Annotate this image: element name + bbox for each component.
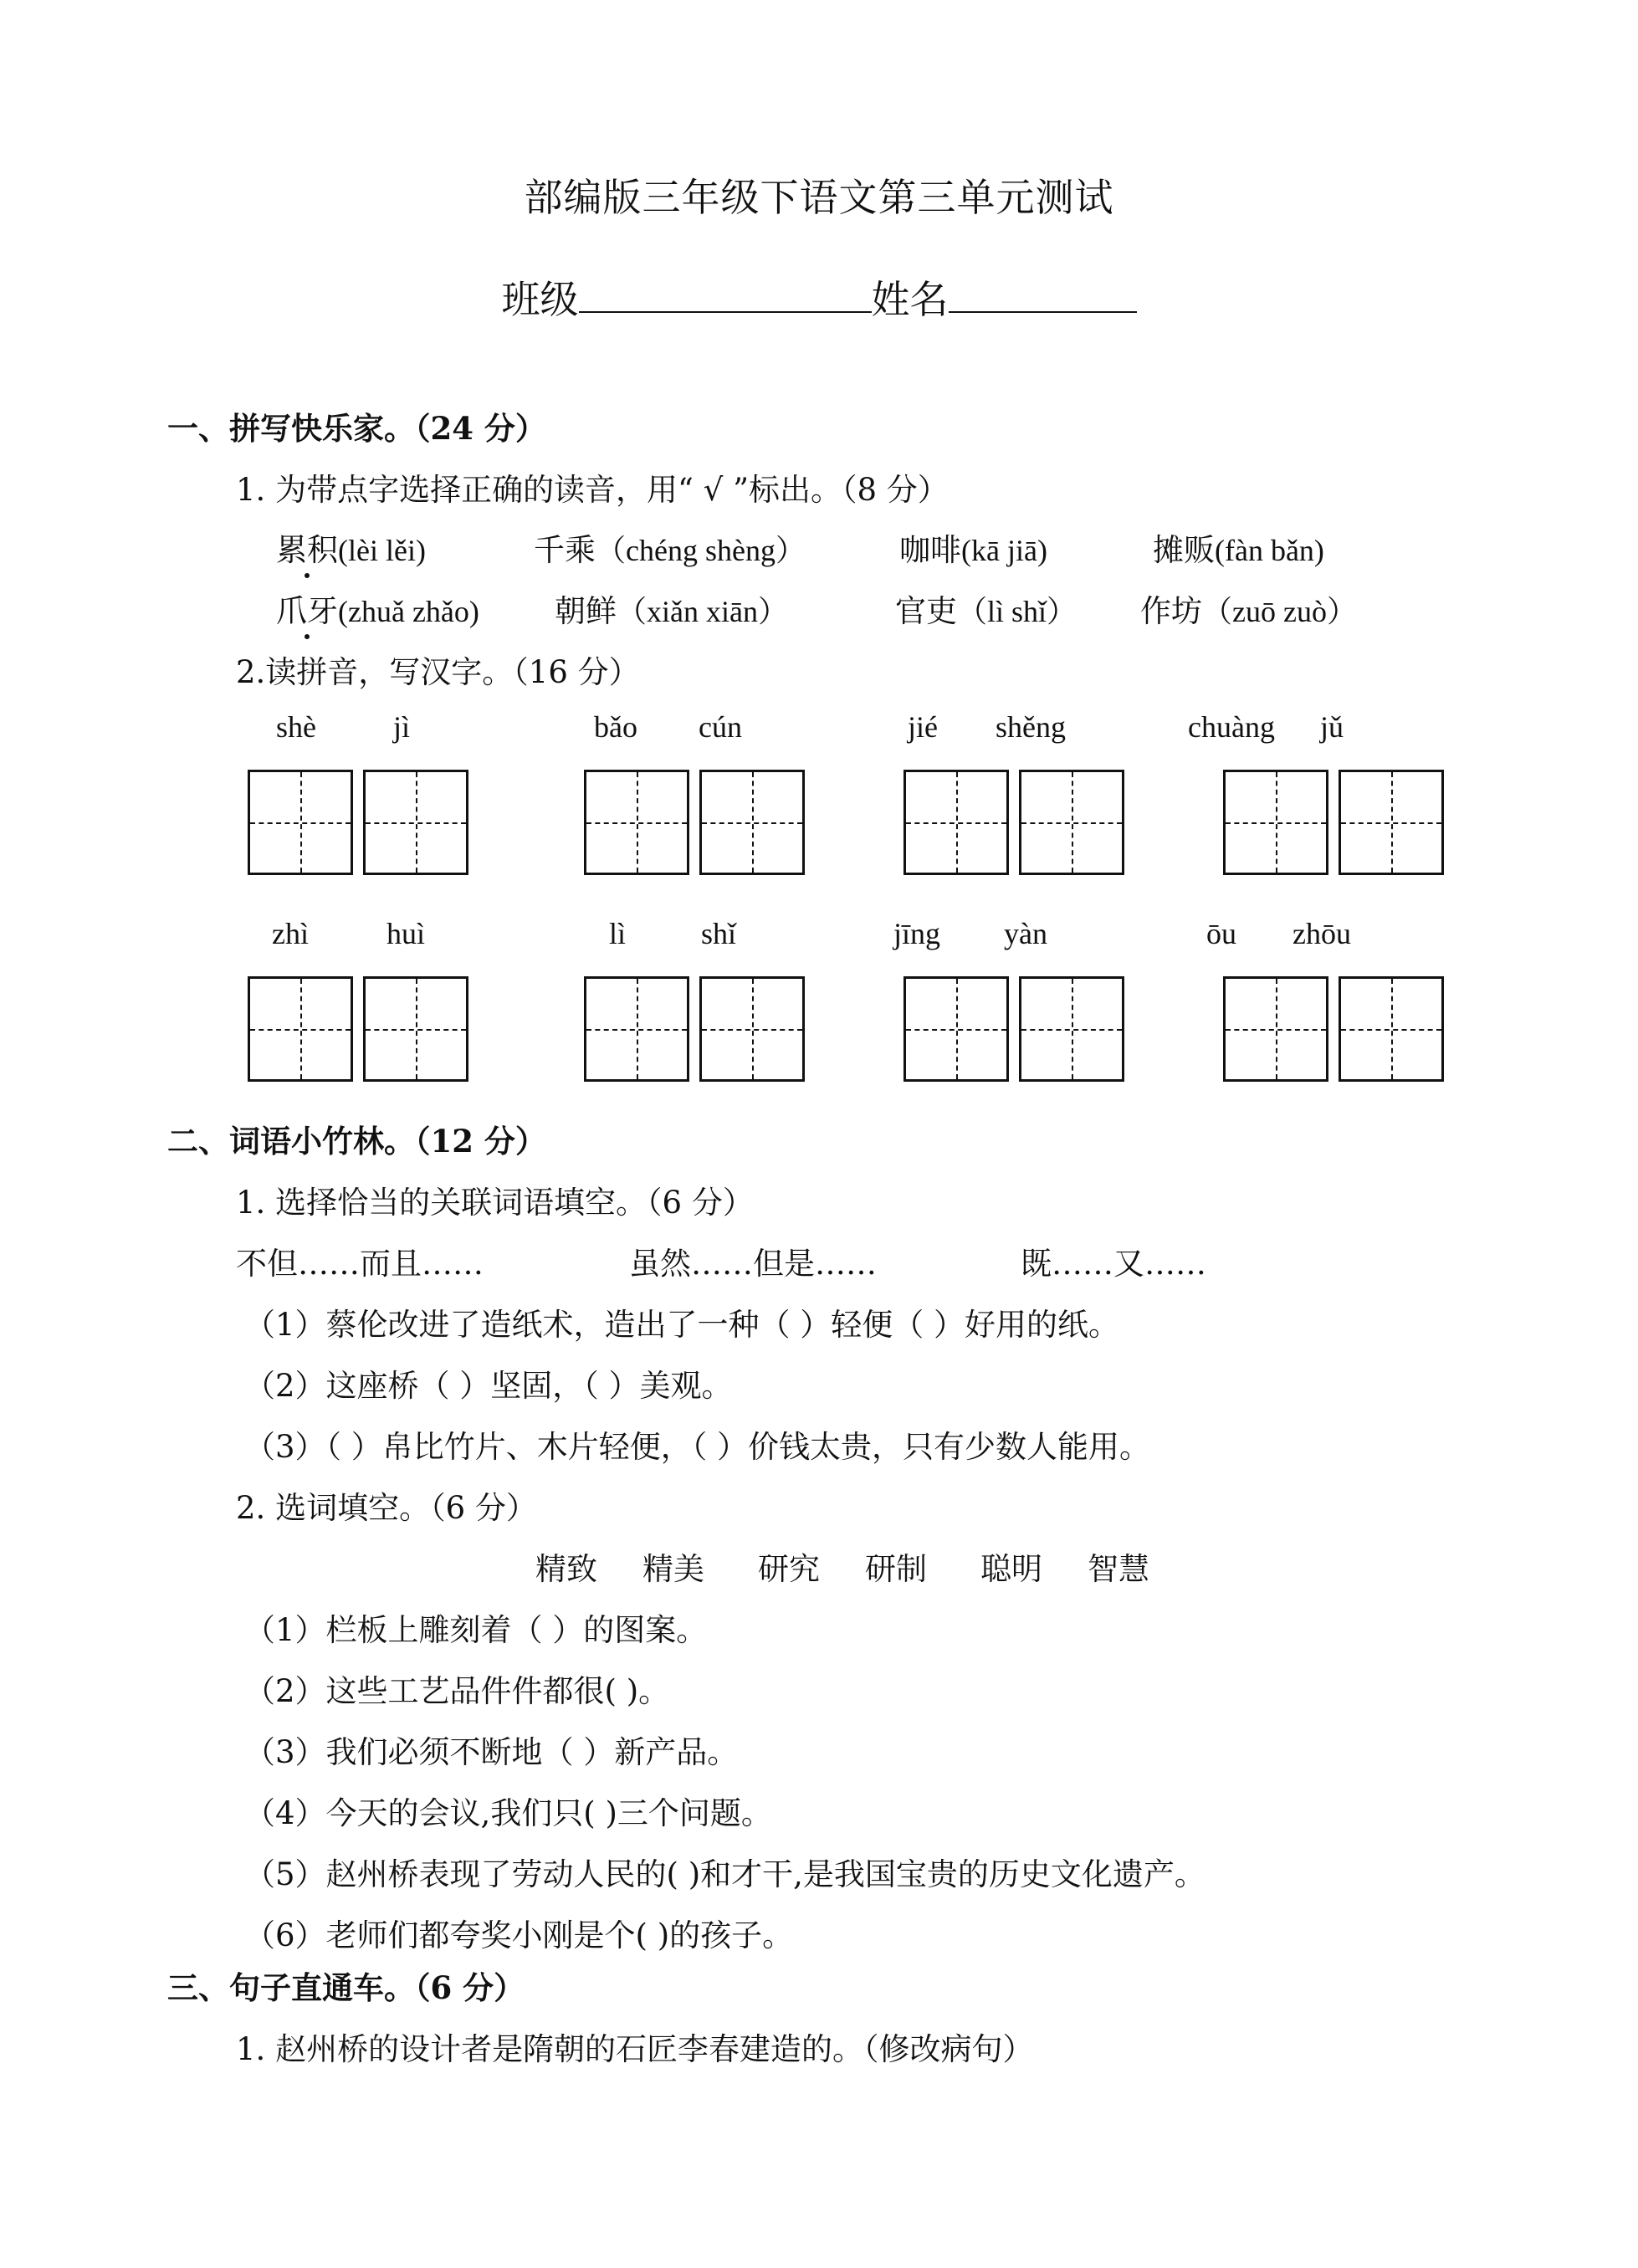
pinyin-label: chuàng [1188,710,1275,744]
fill-sentence[interactable]: （2）这些工艺品件件都很( )。 [244,1673,670,1709]
fill-sentence[interactable]: （6）老师们都夸奖小刚是个( )的孩子。 [244,1917,794,1953]
fill-sentence[interactable]: （1）栏板上雕刻着（ ）的图案。 [244,1612,708,1648]
pron-item-7[interactable]: 官吏（lì shǐ） [895,593,1077,629]
pinyin-label: shè [276,710,316,744]
pinyin-label: huì [386,917,426,950]
pinyin-label: zhì [272,917,309,950]
pron-item-4[interactable]: 摊贩(fàn bǎn) [1153,532,1324,568]
class-blank[interactable] [579,278,872,313]
writing-box[interactable] [584,976,689,1082]
pinyin-label: jǔ [1320,710,1344,744]
word-option: 精美 [642,1551,704,1587]
pinyin-label: bǎo [594,710,637,744]
conjunction-option: 虽然……但是…… [629,1246,877,1282]
pron-item-6[interactable]: 朝鲜（xiǎn xiān） [555,593,788,629]
name-label: 姓名 [871,277,949,322]
writing-box[interactable] [248,976,353,1082]
writing-box[interactable] [1019,976,1124,1082]
s2-q1-prompt: 1. 选择恰当的关联词语填空。（6 分） [236,1185,754,1221]
section-1-heading: 一、拼写快乐家。（24 分） [167,410,546,447]
word-option: 研究 [758,1551,820,1587]
pinyin-label: ōu [1206,917,1236,950]
class-name-line [0,269,1638,325]
pinyin-label: jīng [893,917,941,950]
pron-item-1[interactable]: 累积(lèi lěi) [276,525,426,570]
fill-sentence[interactable]: （5）赵州桥表现了劳动人民的( )和才干,是我国宝贵的历史文化遗产。 [244,1856,1205,1892]
pinyin-label: jì [393,710,411,744]
writing-box[interactable] [363,976,468,1082]
writing-box[interactable] [1223,770,1328,875]
writing-box[interactable] [903,976,1009,1082]
pinyin-label: lì [609,917,627,950]
pinyin-label: shǐ [701,917,737,950]
writing-box[interactable] [1339,976,1444,1082]
pron-item-8[interactable]: 作坊（zuō zuò） [1140,593,1357,629]
writing-box[interactable] [903,770,1009,875]
pinyin-label: shěng [996,710,1066,744]
writing-box[interactable] [1019,770,1124,875]
word-bank [535,1544,1149,1589]
section-3-heading: 三、句子直通车。（6 分） [167,1969,525,2006]
class-label: 班级 [501,277,579,322]
pron-item-2[interactable]: 千乘（chéng shèng） [534,532,806,568]
conjunction-option: 既……又…… [1021,1246,1206,1282]
writing-box[interactable] [699,976,805,1082]
writing-box[interactable] [584,770,689,875]
writing-box[interactable] [1339,770,1444,875]
writing-box[interactable] [248,770,353,875]
word-option: 聪明 [980,1551,1042,1587]
pron-item-5[interactable]: 爪牙(zhuǎ zhǎo) [276,586,479,631]
pinyin-label: jié [908,710,938,744]
word-option: 精致 [535,1551,597,1587]
pinyin-label: cún [699,710,742,744]
name-blank[interactable] [949,278,1137,313]
pron-item-3[interactable]: 咖啡(kā jiā) [899,532,1047,568]
s1-q2-prompt: 2.读拼音，写汉字。（16 分） [236,654,640,690]
section-2-heading: 二、词语小竹林。（12 分） [167,1123,546,1160]
writing-box[interactable] [1223,976,1328,1082]
fill-sentence[interactable]: （2）这座桥（ ）坚固，（ ）美观。 [244,1368,733,1404]
word-option: 研制 [865,1551,927,1587]
s2-q2-prompt: 2. 选词填空。（6 分） [236,1490,537,1526]
word-option: 智慧 [1088,1551,1149,1587]
fill-sentence[interactable]: （3）我们必须不断地（ ）新产品。 [244,1734,739,1770]
s1-q1-prompt: 1. 为带点字选择正确的读音，用“ √ ”标出。（8 分） [236,472,949,508]
fill-sentence[interactable]: （1）蔡伦改进了造纸术，造出了一种（ ）轻便（ ）好用的纸。 [244,1307,1120,1343]
pinyin-label: zhōu [1292,917,1351,950]
s3-q1-prompt: 1. 赵州桥的设计者是隋朝的石匠李春建造的。（修改病句） [236,2031,1034,2067]
fill-sentence[interactable]: （3）（ ）帛比竹片、木片轻便，（ ）价钱太贵，只有少数人能用。 [244,1429,1151,1465]
page-title: 部编版三年级下语文第三单元测试 [524,175,1114,220]
writing-box[interactable] [699,770,805,875]
fill-sentence[interactable]: （4）今天的会议,我们只( )三个问题。 [244,1795,772,1831]
pinyin-label: yàn [1004,917,1047,950]
conjunction-option: 不但……而且…… [236,1246,484,1282]
writing-box[interactable] [363,770,468,875]
